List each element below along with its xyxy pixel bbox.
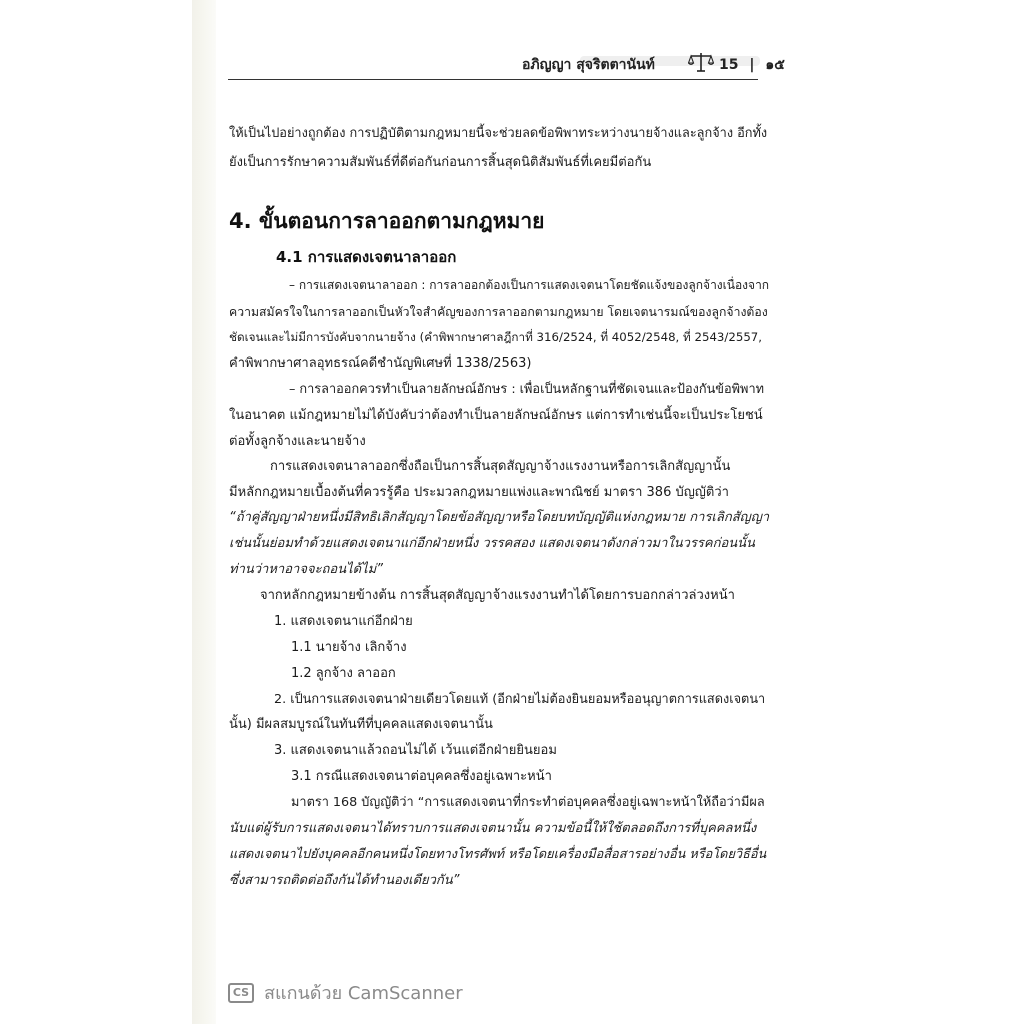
list-item: 1.2 ลูกจ้าง ลาออก xyxy=(291,666,396,681)
running-head xyxy=(522,54,661,76)
page-number xyxy=(719,54,791,76)
body-line: นั้น) มีผลสมบูรณ์ในทันทีที่บุคคลแสดงเจตนานั้น xyxy=(229,717,493,732)
scales-of-justice-icon xyxy=(688,51,714,73)
quote-line: ท่านว่าหาอาจจะถอนได้ไม่” xyxy=(229,562,383,577)
body-line: – การแสดงเจตนาลาออก : การลาออกต้องเป็นการแสดงเจตนาโดยชัดแจ้งของลูกจ้างเนื่องจาก xyxy=(289,278,770,292)
watermark-text: สแกนด้วย CamScanner xyxy=(264,983,463,1004)
camscanner-watermark xyxy=(228,978,463,1007)
book-spine-shadow xyxy=(192,0,216,1024)
list-item: 3.1 กรณีแสดงเจตนาต่อบุคคลซึ่งอยู่เฉพาะหน้า xyxy=(291,769,552,784)
camscanner-logo-icon: CS xyxy=(228,983,254,1003)
body-line: มีหลักกฎหมายเบื้องต้นที่ควรรู้คือ ประมวลกฎหมายแพ่งและพาณิชย์ มาตรา 386 บัญญัติว่า xyxy=(229,485,729,500)
body-line: ชัดเจนและไม่มีการบังคับจากนายจ้าง (คำพิพากษาศาลฎีกาที่ 316/2524, ที่ 4052/2548, ที่ 2543/2557, xyxy=(229,330,763,344)
page-number-arabic: 15 xyxy=(719,57,739,73)
body-line: – การลาออกควรทำเป็นลายลักษณ์อักษร : เพื่อเป็นหลักฐานที่ชัดเจนและป้องกันข้อพิพาท xyxy=(289,382,765,397)
list-item: 1.1 นายจ้าง เลิกจ้าง xyxy=(291,640,407,655)
body-line: การแสดงเจตนาลาออกซึ่งถือเป็นการสิ้นสุดสัญญาจ้างแรงงานหรือการเลิกสัญญานั้น xyxy=(270,459,731,474)
body-line: ต่อทั้งลูกจ้างและนายจ้าง xyxy=(229,434,366,449)
body-line: คำพิพากษาศาลอุทธรณ์คดีชำนัญพิเศษที่ 1338/2563) xyxy=(229,356,532,371)
quote-line: ซึ่งสามารถติดต่อถึงกันได้ทำนองเดียวกัน” xyxy=(229,873,460,888)
quote-line: นับแต่ผู้รับการแสดงเจตนาได้ทราบการแสดงเจตนานั้น ความข้อนี้ให้ใช้ตลอดถึงการที่บุคคลหนึ่ง xyxy=(229,821,757,836)
quote-line: “ถ้าคู่สัญญาฝ่ายหนึ่งมีสิทธิเลิกสัญญาโดยข้อสัญญาหรือโดยบทบัญญัติแห่งกฎหมาย การเลิกสัญญา xyxy=(229,510,770,525)
body-line: ความสมัครใจในการลาออกเป็นหัวใจสำคัญของการลาออกตามกฎหมาย โดยเจตนารมณ์ของลูกจ้างต้อง xyxy=(229,305,768,319)
subsection-heading: 4.1 การแสดงเจตนาลาออก xyxy=(276,248,457,266)
list-item: 2. เป็นการแสดงเจตนาฝ่ายเดียวโดยแท้ (อีกฝ่ายไม่ต้องยินยอมหรืออนุญาตการแสดงเจตนา xyxy=(274,692,766,707)
list-item: 3. แสดงเจตนาแล้วถอนไม่ได้ เว้นแต่อีกฝ่ายยินยอม xyxy=(274,743,557,758)
body-line: ในอนาคต แม้กฎหมายไม่ได้บังคับว่าต้องทำเป็นลายลักษณ์อักษร แต่การทำเช่นนี้จะเป็นประโยชน์ xyxy=(229,408,763,423)
header-rule xyxy=(228,79,758,80)
section-heading: 4. ขั้นตอนการลาออกตามกฎหมาย xyxy=(229,209,545,233)
body-line: ยังเป็นการรักษาความสัมพันธ์ที่ดีต่อกันก่อนการสิ้นสุดนิติสัมพันธ์ที่เคยมีต่อกัน xyxy=(229,155,652,170)
body-line: มาตรา 168 บัญญัติว่า “การแสดงเจตนาที่กระทำต่อบุคคลซึ่งอยู่เฉพาะหน้าให้ถือว่ามีผล xyxy=(291,795,765,810)
list-item: 1. แสดงเจตนาแก่อีกฝ่าย xyxy=(274,614,413,629)
author-name: อภิญญา สุจริตตานันท์ xyxy=(522,57,655,73)
body-line: จากหลักกฎหมายข้างต้น การสิ้นสุดสัญญาจ้างแรงงานทำได้โดยการบอกกล่าวล่วงหน้า xyxy=(260,588,735,603)
quote-line: แสดงเจตนาไปยังบุคคลอีกคนหนึ่งโดยทางโทรศัพท์ หรือโดยเครื่องมือสื่อสารอย่างอื่น หรือโดยวิธีอื่น xyxy=(229,847,767,862)
page-number-separator: | xyxy=(749,57,755,73)
body-line: ให้เป็นไปอย่างถูกต้อง การปฏิบัติตามกฎหมายนี้จะช่วยลดข้อพิพาทระหว่างนายจ้างและลูกจ้าง อีกทั้ง xyxy=(229,126,768,141)
page-number-thai: ๑๕ xyxy=(765,57,785,73)
quote-line: เช่นนั้นย่อมทำด้วยแสดงเจตนาแก่อีกฝ่ายหนึ่ง วรรคสอง แสดงเจตนาดังกล่าวมาในวรรคก่อนนั้น xyxy=(229,536,755,551)
